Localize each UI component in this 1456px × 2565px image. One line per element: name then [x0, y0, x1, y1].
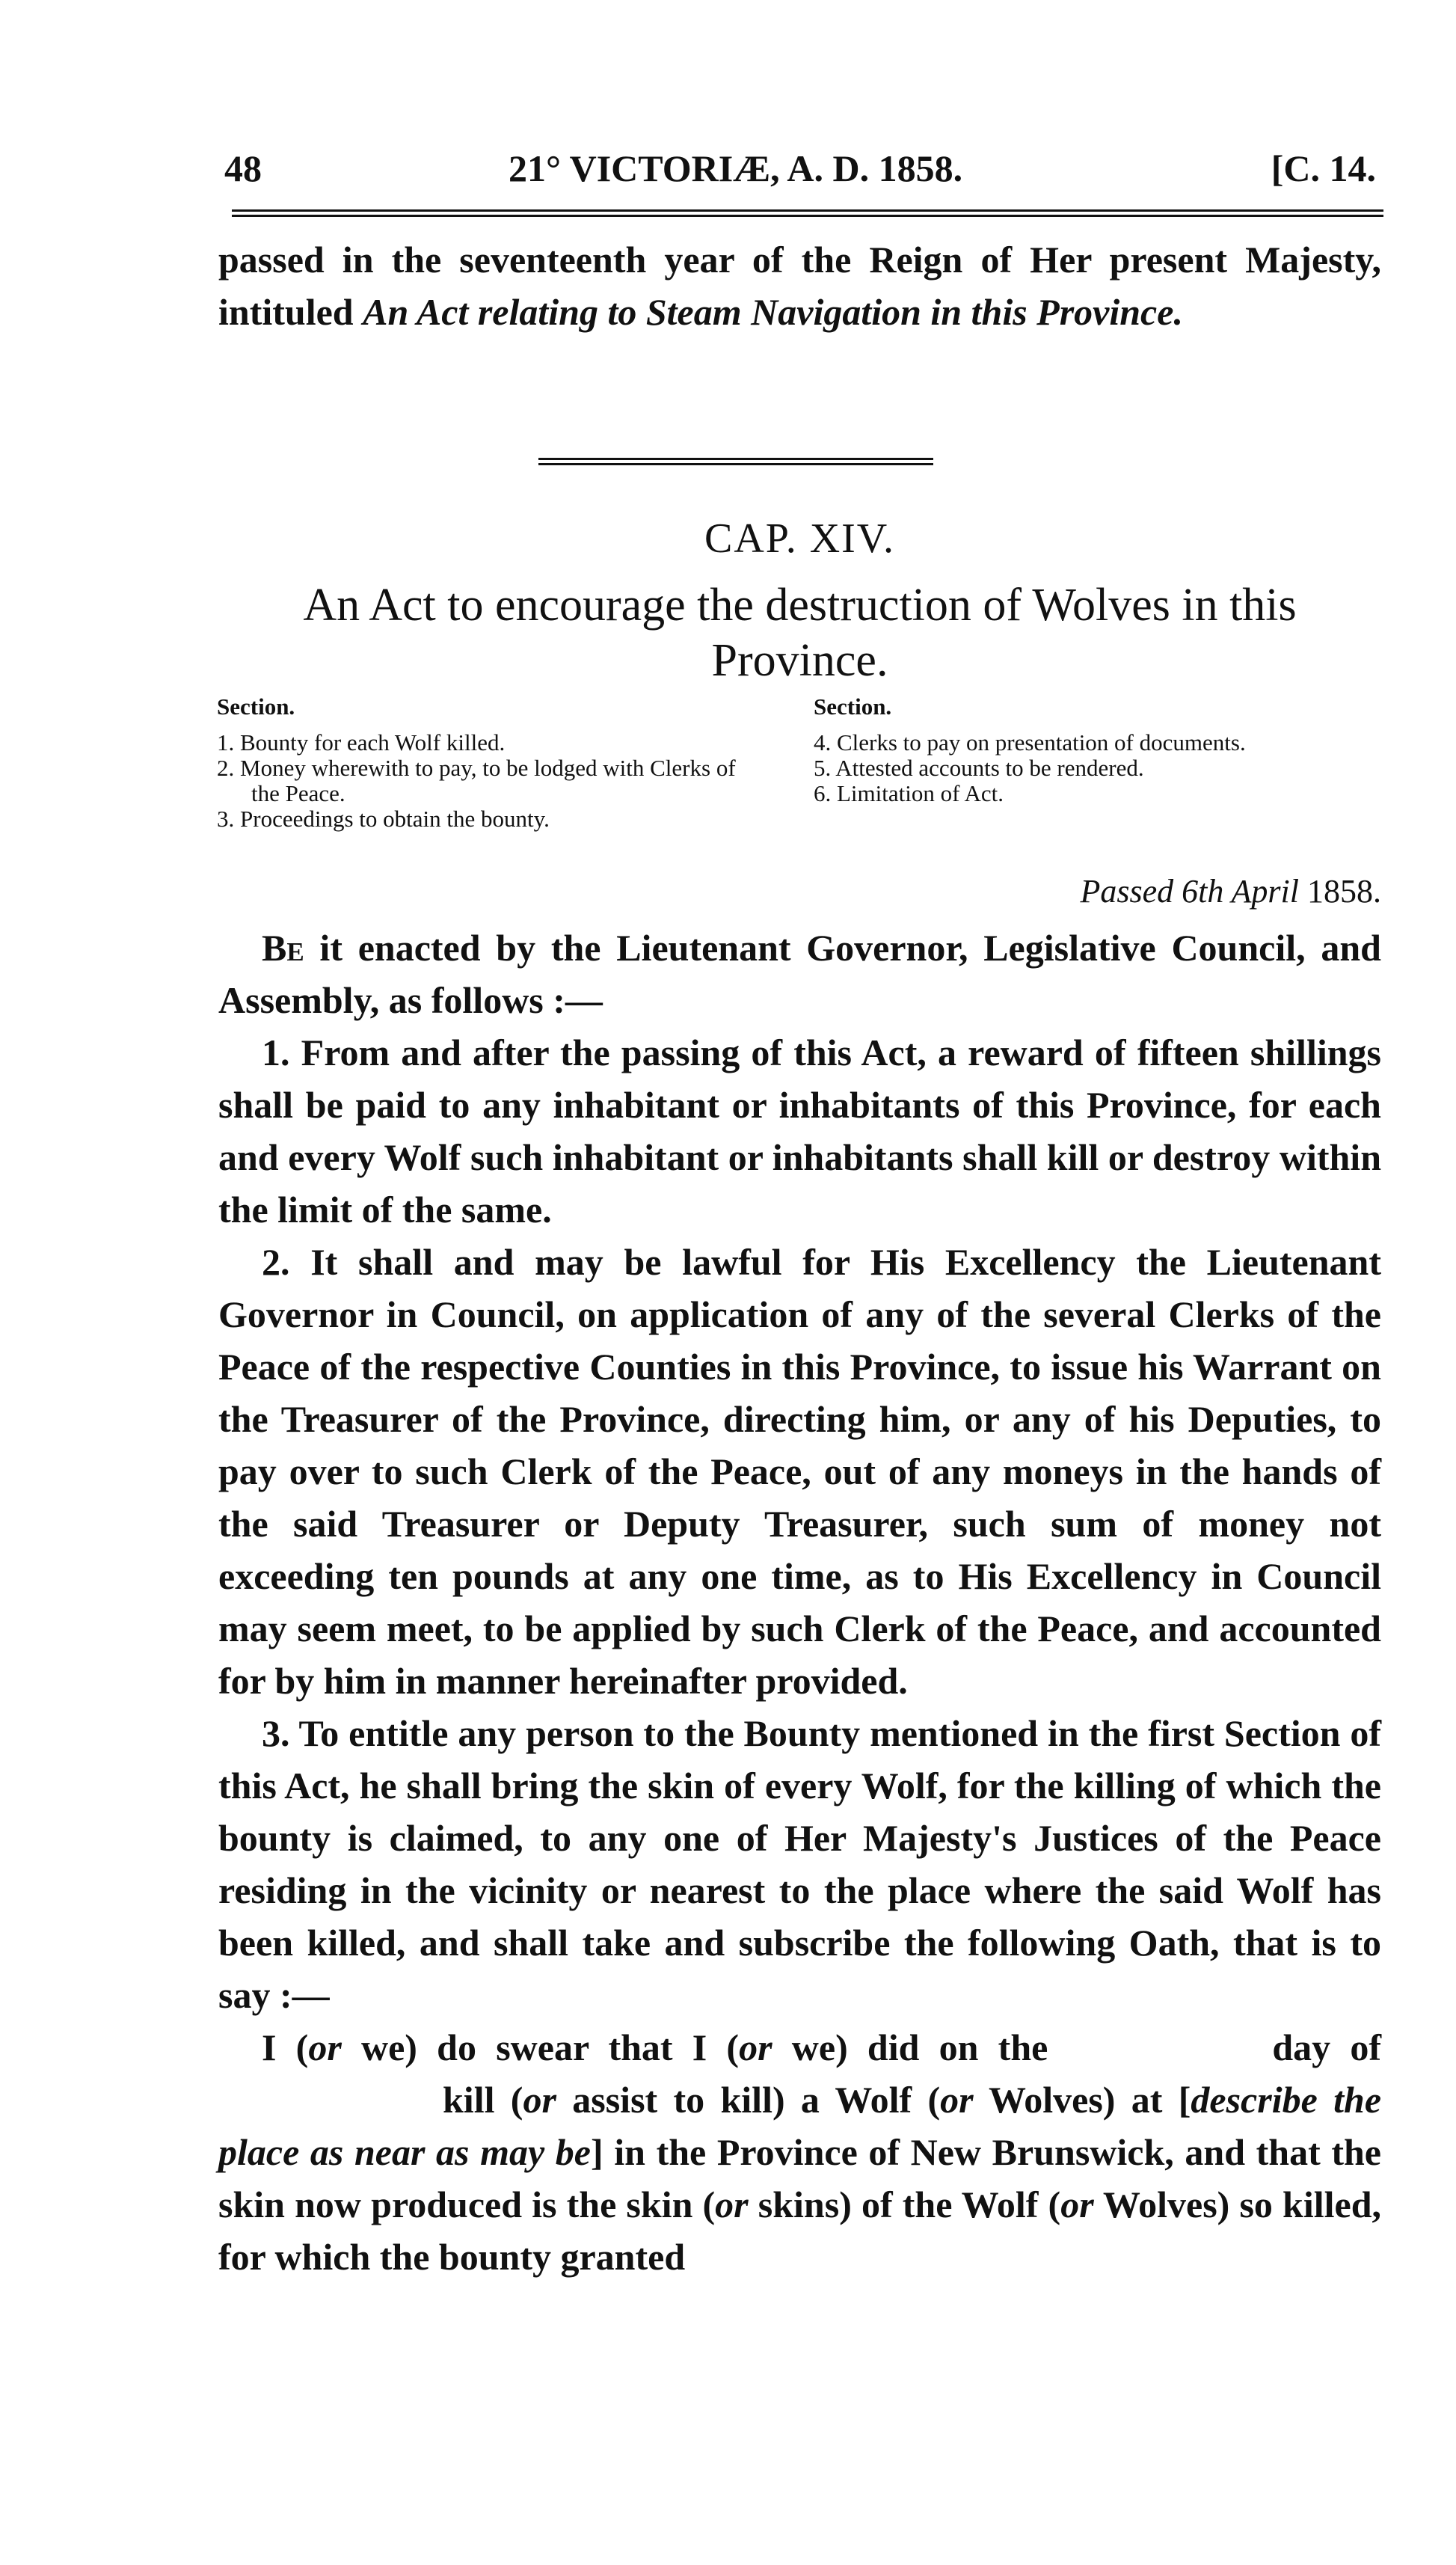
oath-or: or: [308, 2026, 342, 2068]
passed-date: [1080, 869, 1381, 914]
synopsis-item: 2. Money wherewith to pay, to be lodged with Clerks of the Peace.: [217, 755, 736, 806]
header-rule: [232, 209, 1383, 217]
section-divider-rule: [538, 458, 933, 465]
passed-year: 1858.: [1307, 873, 1381, 910]
section-1: 1. From and after the passing of this Act, a reward of fifteen shillings shall be paid to any inhabitant or inhabitants of this Province, for each and every Wolf such inhabitant or inhabitants shall kill or destroy within the limit of the same.: [218, 1032, 1381, 1231]
oath-text: [218, 2021, 1381, 2283]
synopsis-item: 3. Proceedings to obtain the bounty.: [217, 806, 550, 832]
enacting-clause: [218, 922, 1381, 1026]
synopsis-left: [217, 694, 755, 832]
synopsis-item: 4. Clerks to pay on presentation of documents.: [814, 729, 1246, 756]
chapter-reference: [C. 14.: [1271, 147, 1376, 189]
carryover-text: passed in the seventeenth year of the Reign of Her present Majesty, intituled: [218, 239, 1381, 333]
enacting-text: it enacted by the Lieutenant Governor, Legislative Council, and Assembly, as follows :—: [218, 927, 1381, 1021]
oath-or: or: [739, 2026, 772, 2068]
oath-part: assist to kill) a Wolf (: [556, 2079, 941, 2121]
act-title: An Act to encourage the destruction of Wolves in this Province.: [303, 580, 1297, 686]
enacting-initial: Be: [262, 927, 304, 969]
passed-day: 6th April: [1182, 873, 1299, 910]
oath-part: skins) of the Wolf (: [748, 2184, 1061, 2225]
running-head: [224, 147, 1376, 199]
section-2: 2. It shall and may be lawful for His Excellency the Lieutenant Governor in Council, on application of any of the several Clerks of the Peace of the respective Counties in this Province, to issue his Warrant on the Treasurer of the Province, directing him, or any of his Deputies, to pay over to such Clerk of the Peace, out of any moneys in the hands of the said Treasurer or Deputy Treasurer, such sum of money not exceeding ten pounds at any one time, as to His Excellency in Council may seem meet, to be applied by such Clerk of the Peace, and accounted for by him in manner hereinafter provided.: [218, 1241, 1381, 1702]
chapter-heading: CAP. XIV.: [704, 515, 896, 562]
page-number: 48: [224, 147, 262, 189]
oath-instruction: describe the place as near as may be: [218, 2079, 1382, 2173]
synopsis-item: 1. Bounty for each Wolf killed.: [217, 729, 506, 756]
oath-part: Wolves) at [: [973, 2079, 1191, 2121]
oath-part: kill (: [443, 2079, 523, 2121]
carryover-act-name: An Act relating to Steam Navigation in this Province.: [363, 291, 1183, 333]
synopsis-heading: Section.: [217, 693, 295, 720]
act-body: [218, 922, 1381, 2283]
running-title: 21° VICTORIÆ, A. D. 1858.: [509, 147, 963, 189]
oath-or: or: [523, 2079, 556, 2121]
passed-label: Passed: [1080, 873, 1174, 910]
oath-or: or: [715, 2184, 749, 2225]
oath-or: or: [940, 2079, 974, 2121]
synopsis-right: [814, 694, 1382, 806]
synopsis-item: 5. Attested accounts to be rendered.: [814, 755, 1144, 781]
oath-or: or: [1060, 2184, 1094, 2225]
oath-part: ] in the Province of New Brunswick, and that the skin now produced is the skin (: [218, 2131, 1381, 2225]
carryover-paragraph: [218, 233, 1381, 338]
oath-part: we) do swear that I (: [341, 2026, 740, 2068]
synopsis-item: 6. Limitation of Act.: [814, 780, 1004, 806]
synopsis-heading: Section.: [814, 693, 892, 720]
section-3: 3. To entitle any person to the Bounty mentioned in the first Section of this Act, he shall bring the skin of every Wolf, for the killing of which the bounty is claimed, to any one of Her Majesty's Justices of the Peace residing in the vicinity or nearest to the place where the said Wolf has been killed, and shall take and subscribe the following Oath, that is to say :—: [218, 1712, 1381, 2016]
oath-part: Wolves) so killed, for which the bounty granted: [218, 2184, 1382, 2278]
oath-part: I (: [262, 2026, 309, 2068]
oath-part: we) did on the: [772, 2026, 1048, 2068]
oath-part: day of: [1272, 2026, 1381, 2068]
